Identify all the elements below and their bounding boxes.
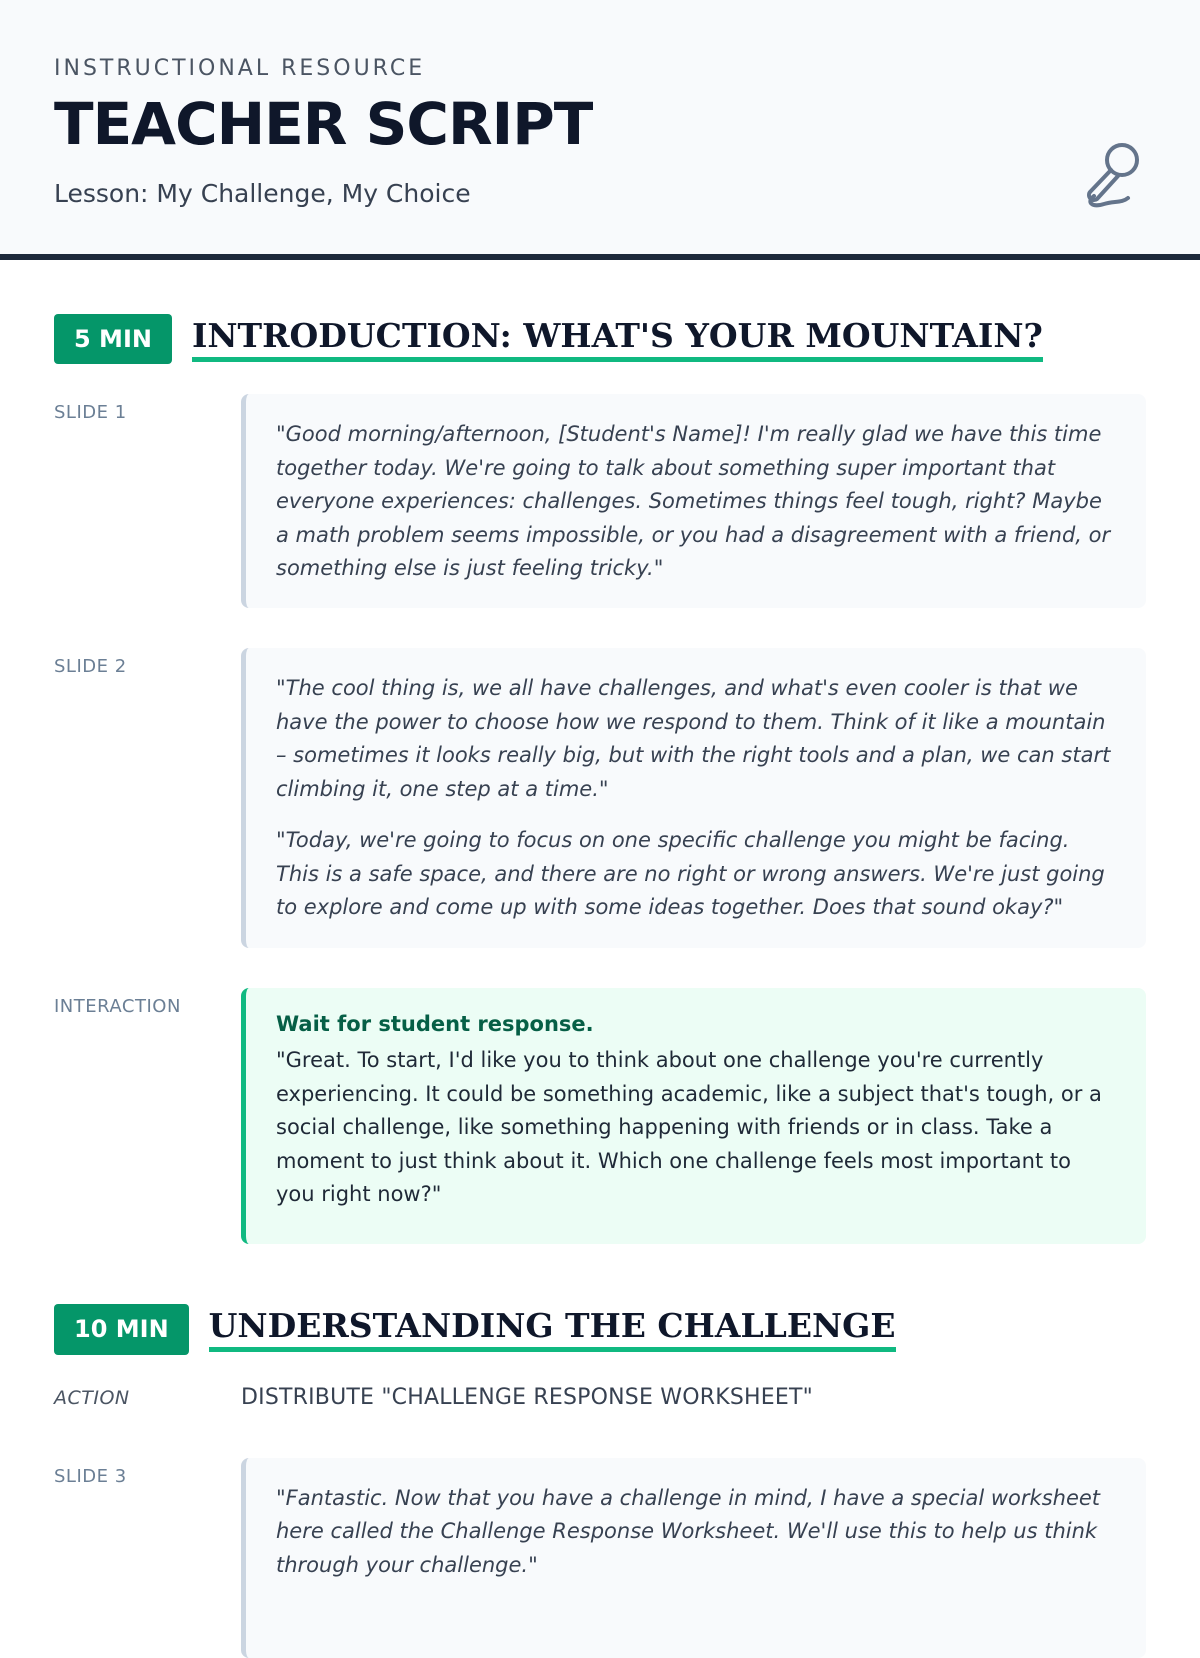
script-text: "Today, we're going to focus on one specific challenge you might be facing. This is a safe space, and there are no right or wrong answers. We're just going to explore and come up with some ideas together. Does that sound okay?" [276, 828, 1105, 920]
row-label: ACTION [54, 1386, 130, 1409]
section-title: UNDERSTANDING THE CHALLENGE [209, 1307, 896, 1352]
slide-row [54, 648, 1146, 948]
script-text: "Fantastic. Now that you have a challenge in mind, I have a special worksheet here called the Challenge Response Worksheet. We'll use this to help us think through your challenge." [276, 1485, 1101, 1577]
action-row [54, 1381, 1146, 1410]
section-understanding [0, 1304, 1200, 1657]
microphone-icon [1078, 138, 1148, 208]
script-card [241, 394, 1146, 608]
instruction-note: Wait for student response. [276, 1012, 594, 1037]
row-label: INTERACTION [54, 996, 181, 1018]
page-title: TEACHER SCRIPT [54, 90, 593, 158]
script-text: "Great. To start, I'd like you to think about one challenge you're currently experiencing. It could be something academic, like a subject that's tough, or a social challenge, like something happening with friends or in class. Take a moment to just think about it. Which one challenge feels most important to you right now?" [276, 1048, 1102, 1207]
lesson-subtitle: Lesson: My Challenge, My Choice [54, 179, 471, 208]
row-label: SLIDE 1 [54, 402, 127, 424]
row-label: SLIDE 2 [54, 656, 127, 678]
section-header [54, 1304, 1146, 1354]
row-label: SLIDE 3 [54, 1465, 127, 1487]
interaction-row [54, 988, 1146, 1244]
script-card [241, 1458, 1146, 1658]
section-header [54, 314, 1146, 364]
section-introduction [0, 314, 1200, 1244]
page-header [0, 0, 1200, 260]
script-text: "The cool thing is, we all have challenges, and what's even cooler is that we have the power to choose how we respond to them. Think of it like a mountain – sometimes it looks really big, but with the right tools and a plan, we can start climbing it, one step at a time." [276, 676, 1111, 801]
eyebrow: INSTRUCTIONAL RESOURCE [54, 56, 426, 81]
slide-row [54, 1458, 1146, 1658]
duration-badge: 10 MIN [54, 1304, 189, 1354]
action-text: DISTRIBUTE "CHALLENGE RESPONSE WORKSHEET" [241, 1384, 813, 1410]
script-text: "Good morning/afternoon, [Student's Name]! I'm really glad we have this time together today. We're going to talk about something super important that everyone experiences: challenges. Sometimes things feel tough, right? Maybe a math problem seems impossible, or you had a disagreement with a friend, or something else is just feeling tricky." [276, 422, 1111, 581]
duration-badge: 5 MIN [54, 314, 172, 364]
slide-row [54, 394, 1146, 608]
section-title: INTRODUCTION: WHAT'S YOUR MOUNTAIN? [192, 317, 1043, 362]
interaction-card [241, 988, 1146, 1244]
script-card [241, 648, 1146, 948]
